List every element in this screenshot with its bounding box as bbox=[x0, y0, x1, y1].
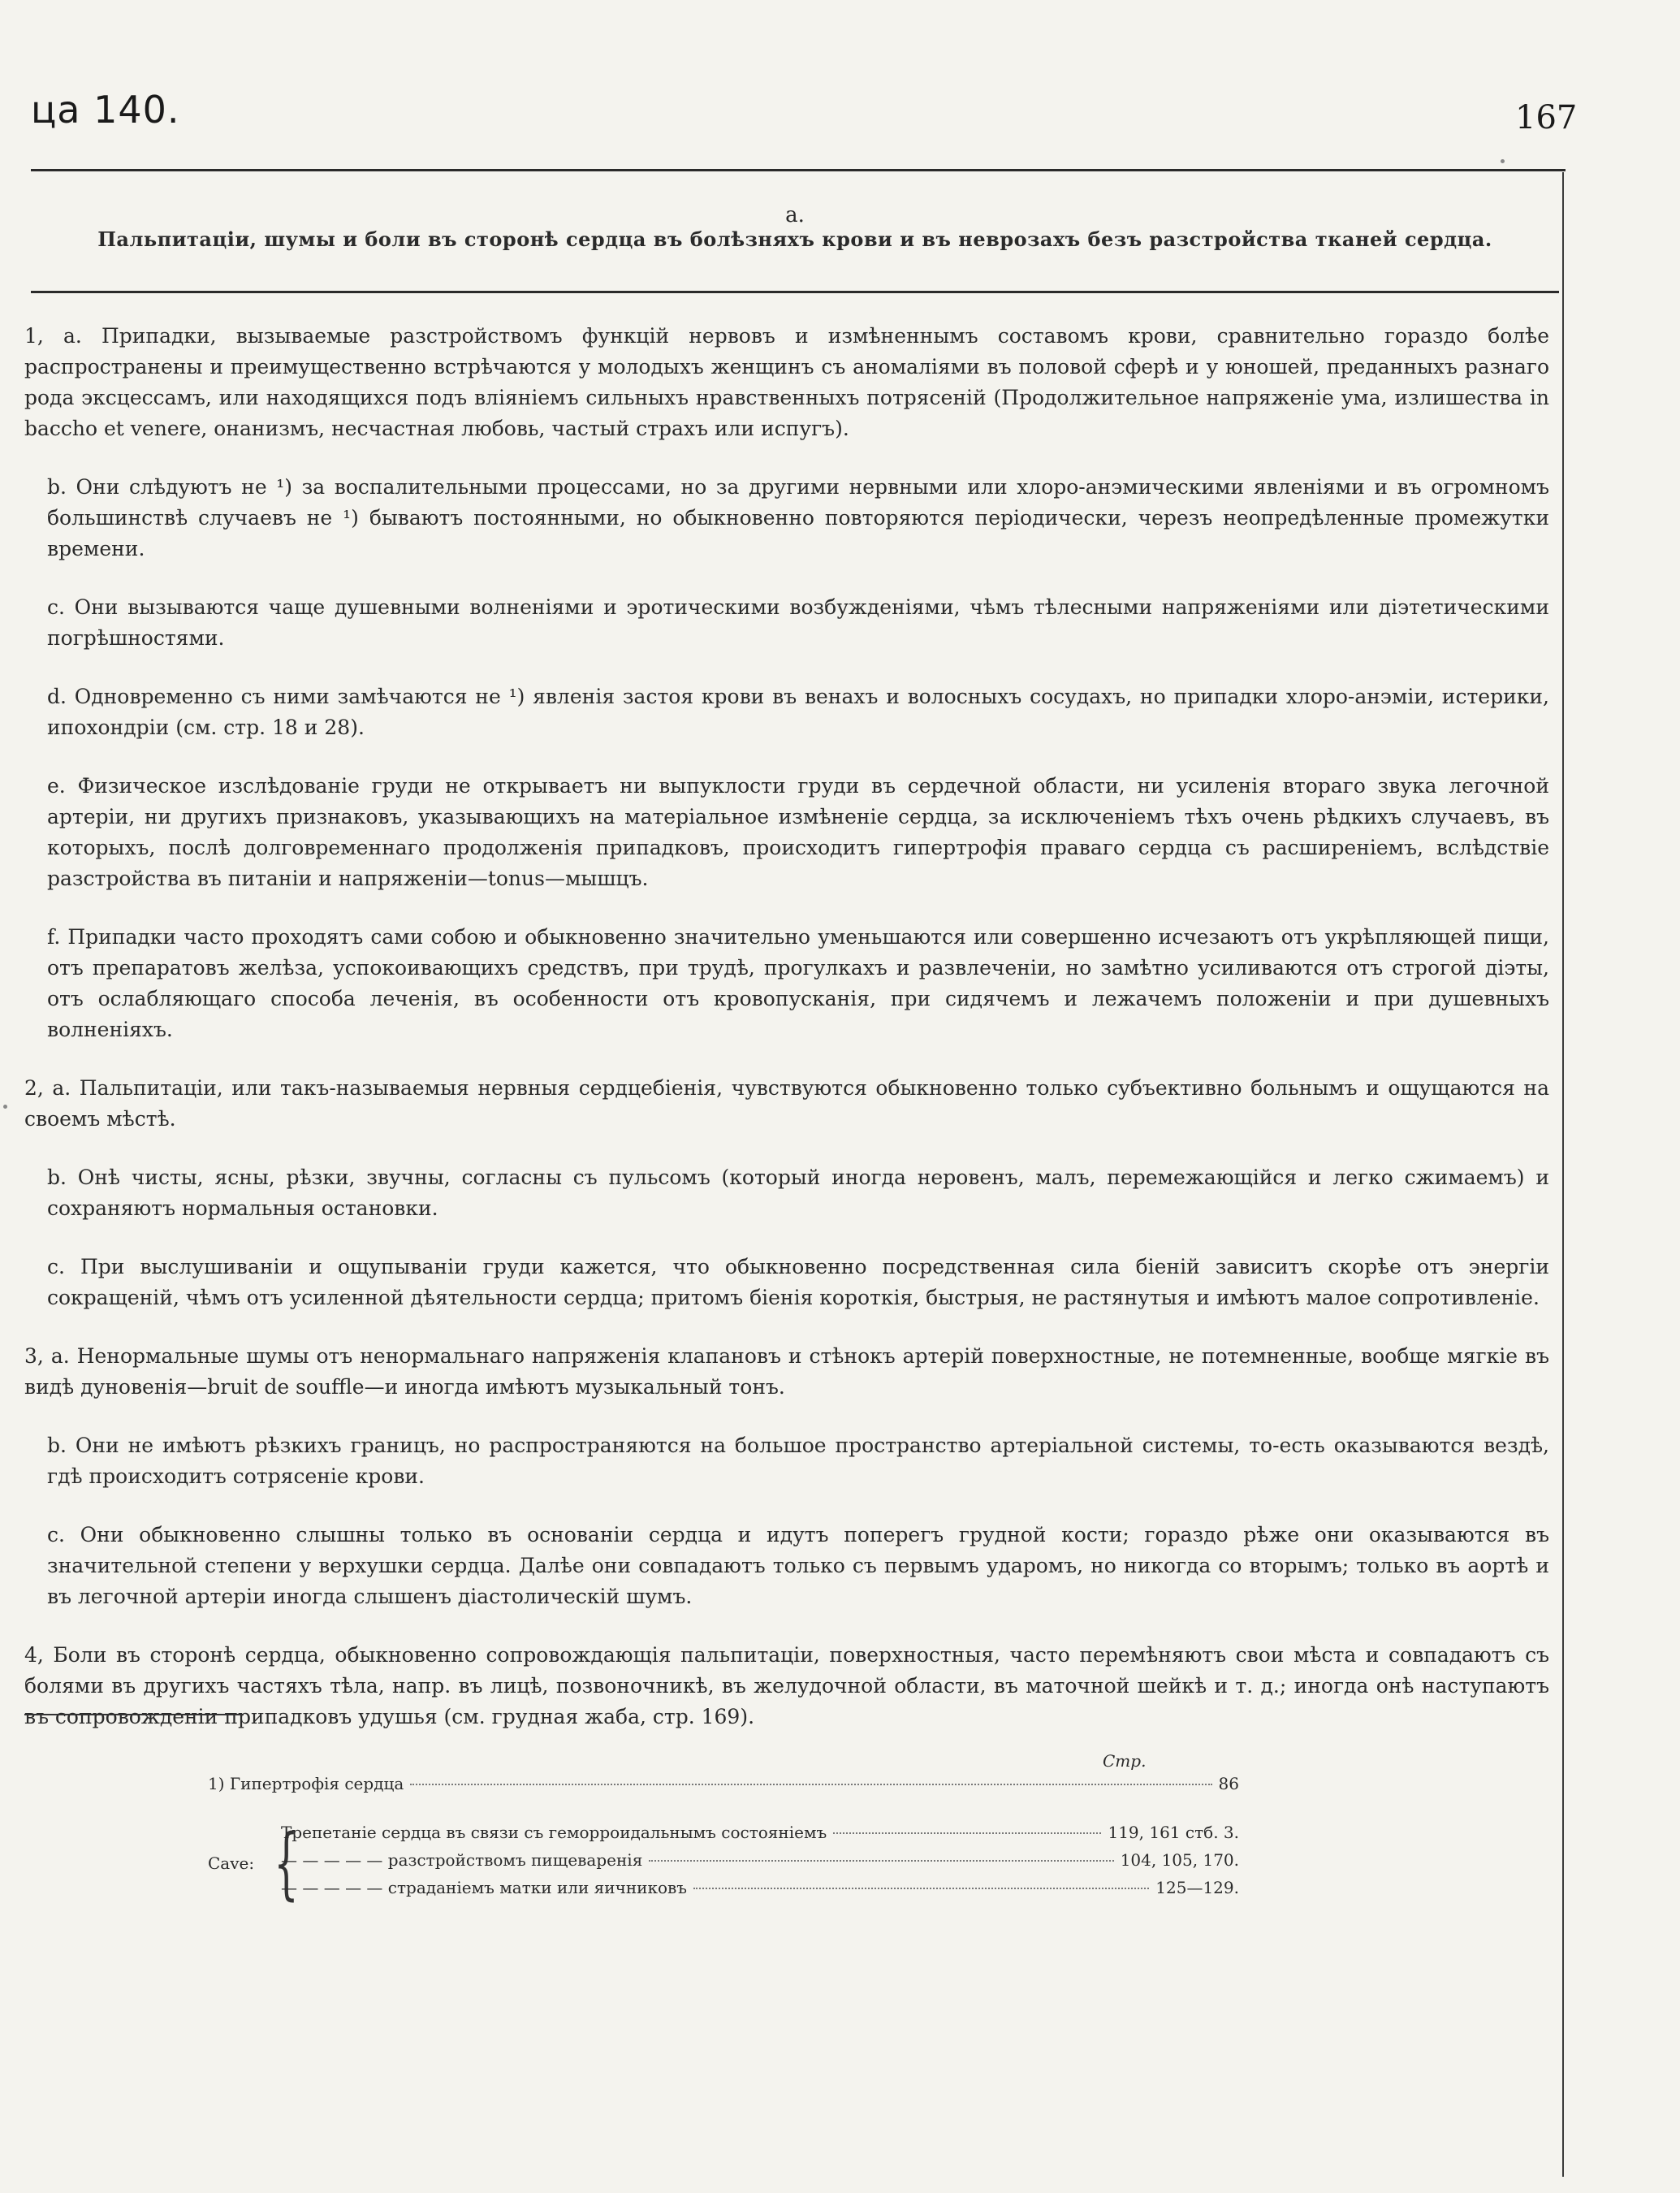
page-column-header: Стр. bbox=[1103, 1751, 1147, 1771]
footnote-1-page: 86 bbox=[1218, 1774, 1239, 1793]
paragraph: c. Они обыкновенно слышны только въ основаніи сердца и идутъ поперегъ грудной кости; гораздо рѣже они оказываются въ значительной степени у верхушки сердца. Далѣе они совпадаютъ только съ первымъ ударомъ, но никогда со вторымъ; только въ аортѣ и въ легочной артеріи иногда слышенъ діастолическій шумъ. bbox=[47, 1523, 1549, 1608]
cave-row-pages: 119, 161 стб. 3. bbox=[1108, 1823, 1239, 1842]
paragraph: b. Они не имѣютъ рѣзкихъ границъ, но распространяются на большое пространство артеріальной системы, то-есть оказываются вездѣ, гдѣ происходитъ сотрясеніе крови. bbox=[47, 1434, 1549, 1488]
title-rule bbox=[31, 291, 1559, 293]
right-border-line bbox=[1562, 172, 1564, 2177]
section-letter: a. bbox=[785, 203, 805, 227]
paragraph: e. Физическое изслѣдованіе груди не открываетъ ни выпуклости груди въ сердечной области, ни усиленія втораго звука легочной артеріи, ни другихъ признаковъ, указывающихъ на матеріальное измѣненіе сердца, за исключеніемъ тѣхъ очень рѣдкихъ случаевъ, въ которыхъ, послѣ долговременнаго продолженія припадковъ, происходитъ гипертрофія праваго сердца съ расширеніемъ, вслѣдствіе разстройства въ питаніи и напряженіи—tonus—мышцъ. bbox=[47, 774, 1549, 890]
cave-row-pages: 125—129. bbox=[1155, 1878, 1239, 1897]
brace-icon: { bbox=[274, 1818, 299, 1909]
ink-speck bbox=[3, 1105, 7, 1109]
paragraph: 3, а. Ненормальные шумы отъ ненормальнаго напряженія клапановъ и стѣнокъ артерій поверхностные, не потемненные, вообще мягкіе въ видѣ дуновенія—bruit de souffle—и иногда имѣютъ музыкальный тонъ. bbox=[24, 1344, 1549, 1399]
footnote-1-label: 1) Гипертрофія сердца bbox=[208, 1774, 404, 1793]
cave-row-label: — — — — — разстройствомъ пищеваренія bbox=[281, 1850, 643, 1870]
cave-row bbox=[281, 1878, 1239, 1897]
paragraph: f. Припадки часто проходятъ сами собою и обыкновенно значительно уменьшаются или совершенно исчезаютъ отъ укрѣпляющей пищи, отъ препаратовъ желѣза, успокоивающихъ средствъ, при трудѣ, прогулкахъ и развлеченіи, но замѣтно усиливаются отъ строгой діэты, отъ ослабляющаго способа леченія, въ особенности отъ кровопусканія, при сидячемъ и лежачемъ положеніи и при душевныхъ волненіяхъ. bbox=[47, 925, 1549, 1041]
paragraph: c. При выслушиваніи и ощупываніи груди кажется, что обыкновенно посредственная сила біеній зависитъ скорѣе отъ энергіи сокращеній, чѣмъ отъ усиленной дѣятельности сердца; притомъ біенія короткія, быстрыя, не растянутыя и имѣютъ малое сопротивленіе. bbox=[47, 1255, 1549, 1309]
footnote-1 bbox=[208, 1774, 1239, 1793]
section-title: Пальпитаціи, шумы и боли въ сторонѣ сердца въ болѣзняхъ крови и въ неврозахъ безъ разстройства тканей сердца. bbox=[97, 227, 1492, 251]
leader-dots bbox=[410, 1784, 1211, 1785]
cave-row-label: Трепетаніе сердца въ связи съ геморроидальнымъ состояніемъ bbox=[281, 1823, 827, 1842]
leader-dots bbox=[833, 1832, 1101, 1834]
page-number: 167 bbox=[1515, 99, 1578, 136]
ink-speck bbox=[1501, 159, 1505, 163]
footnote-rule bbox=[24, 1714, 244, 1715]
header-rule bbox=[31, 169, 1566, 171]
paragraph: d. Одновременно съ ними замѣчаются не ¹) явленія застоя крови въ венахъ и волосныхъ сосудахъ, но припадки хлоро-анэміи, истерики, ипохондріи (см. стр. 18 и 28). bbox=[47, 685, 1549, 739]
handwritten-page-note: ца 140. bbox=[31, 88, 180, 132]
paragraph: b. Онѣ чисты, ясны, рѣзки, звучны, согласны съ пульсомъ (который иногда неровенъ, малъ, перемежающійся и легко сжимаемъ) и сохраняютъ нормальныя остановки. bbox=[47, 1166, 1549, 1220]
paragraph: 2, а. Пальпитаціи, или такъ-называемыя нервныя сердцебіенія, чувствуются обыкновенно только субъективно больнымъ и ощущаются на своемъ мѣстѣ. bbox=[24, 1076, 1549, 1131]
cave-row bbox=[281, 1850, 1239, 1870]
cave-row bbox=[281, 1823, 1239, 1842]
paragraph: 1, а. Припадки, вызываемые разстройствомъ функцій нервовъ и измѣненнымъ составомъ крови, сравнительно гораздо болѣе распространены и преимущественно встрѣчаются у молодыхъ женщинъ съ аномаліями въ половой сферѣ и у юношей, преданныхъ разнаго рода эксцессамъ, или находящихся подъ вліяніемъ сильныхъ нравственныхъ потрясеній (Продолжительное напряженіе ума, излишества in bacсho et venere, онанизмъ, несчастная любовь, частый страхъ или испугъ). bbox=[24, 324, 1549, 440]
paragraph: c. Они вызываются чаще душевными волненіями и эротическими возбужденіями, чѣмъ тѣлесными напряженіями или діэтетическими погрѣшностями. bbox=[47, 595, 1549, 650]
paragraph: 4, Боли въ сторонѣ сердца, обыкновенно сопровождающія пальпитаціи, поверхностныя, часто перемѣняютъ свои мѣста и совпадаютъ съ болями въ другихъ частяхъ тѣла, напр. въ лицѣ, позвоночникѣ, въ желудочной области, въ маточной шейкѣ и т. д.; иногда онѣ наступаютъ въ сопровожденіи припадковъ удушья (см. грудная жаба, стр. 169). bbox=[24, 1643, 1549, 1728]
leader-dots bbox=[693, 1888, 1149, 1889]
cave-row-pages: 104, 105, 170. bbox=[1120, 1850, 1239, 1870]
body-text bbox=[24, 321, 1549, 1760]
cave-row-label: — — — — — страданіемъ матки или яичниковъ bbox=[281, 1878, 688, 1897]
cave-label: Cave: bbox=[208, 1853, 255, 1873]
leader-dots bbox=[649, 1860, 1113, 1862]
paragraph: b. Они слѣдуютъ не ¹) за воспалительными процессами, но за другими нервными или хлоро-анэмическими явленіями и въ огромномъ большинствѣ случаевъ не ¹) бываютъ постоянными, но обыкновенно повторяются періодически, черезъ неопредѣленные промежутки времени. bbox=[47, 475, 1549, 560]
